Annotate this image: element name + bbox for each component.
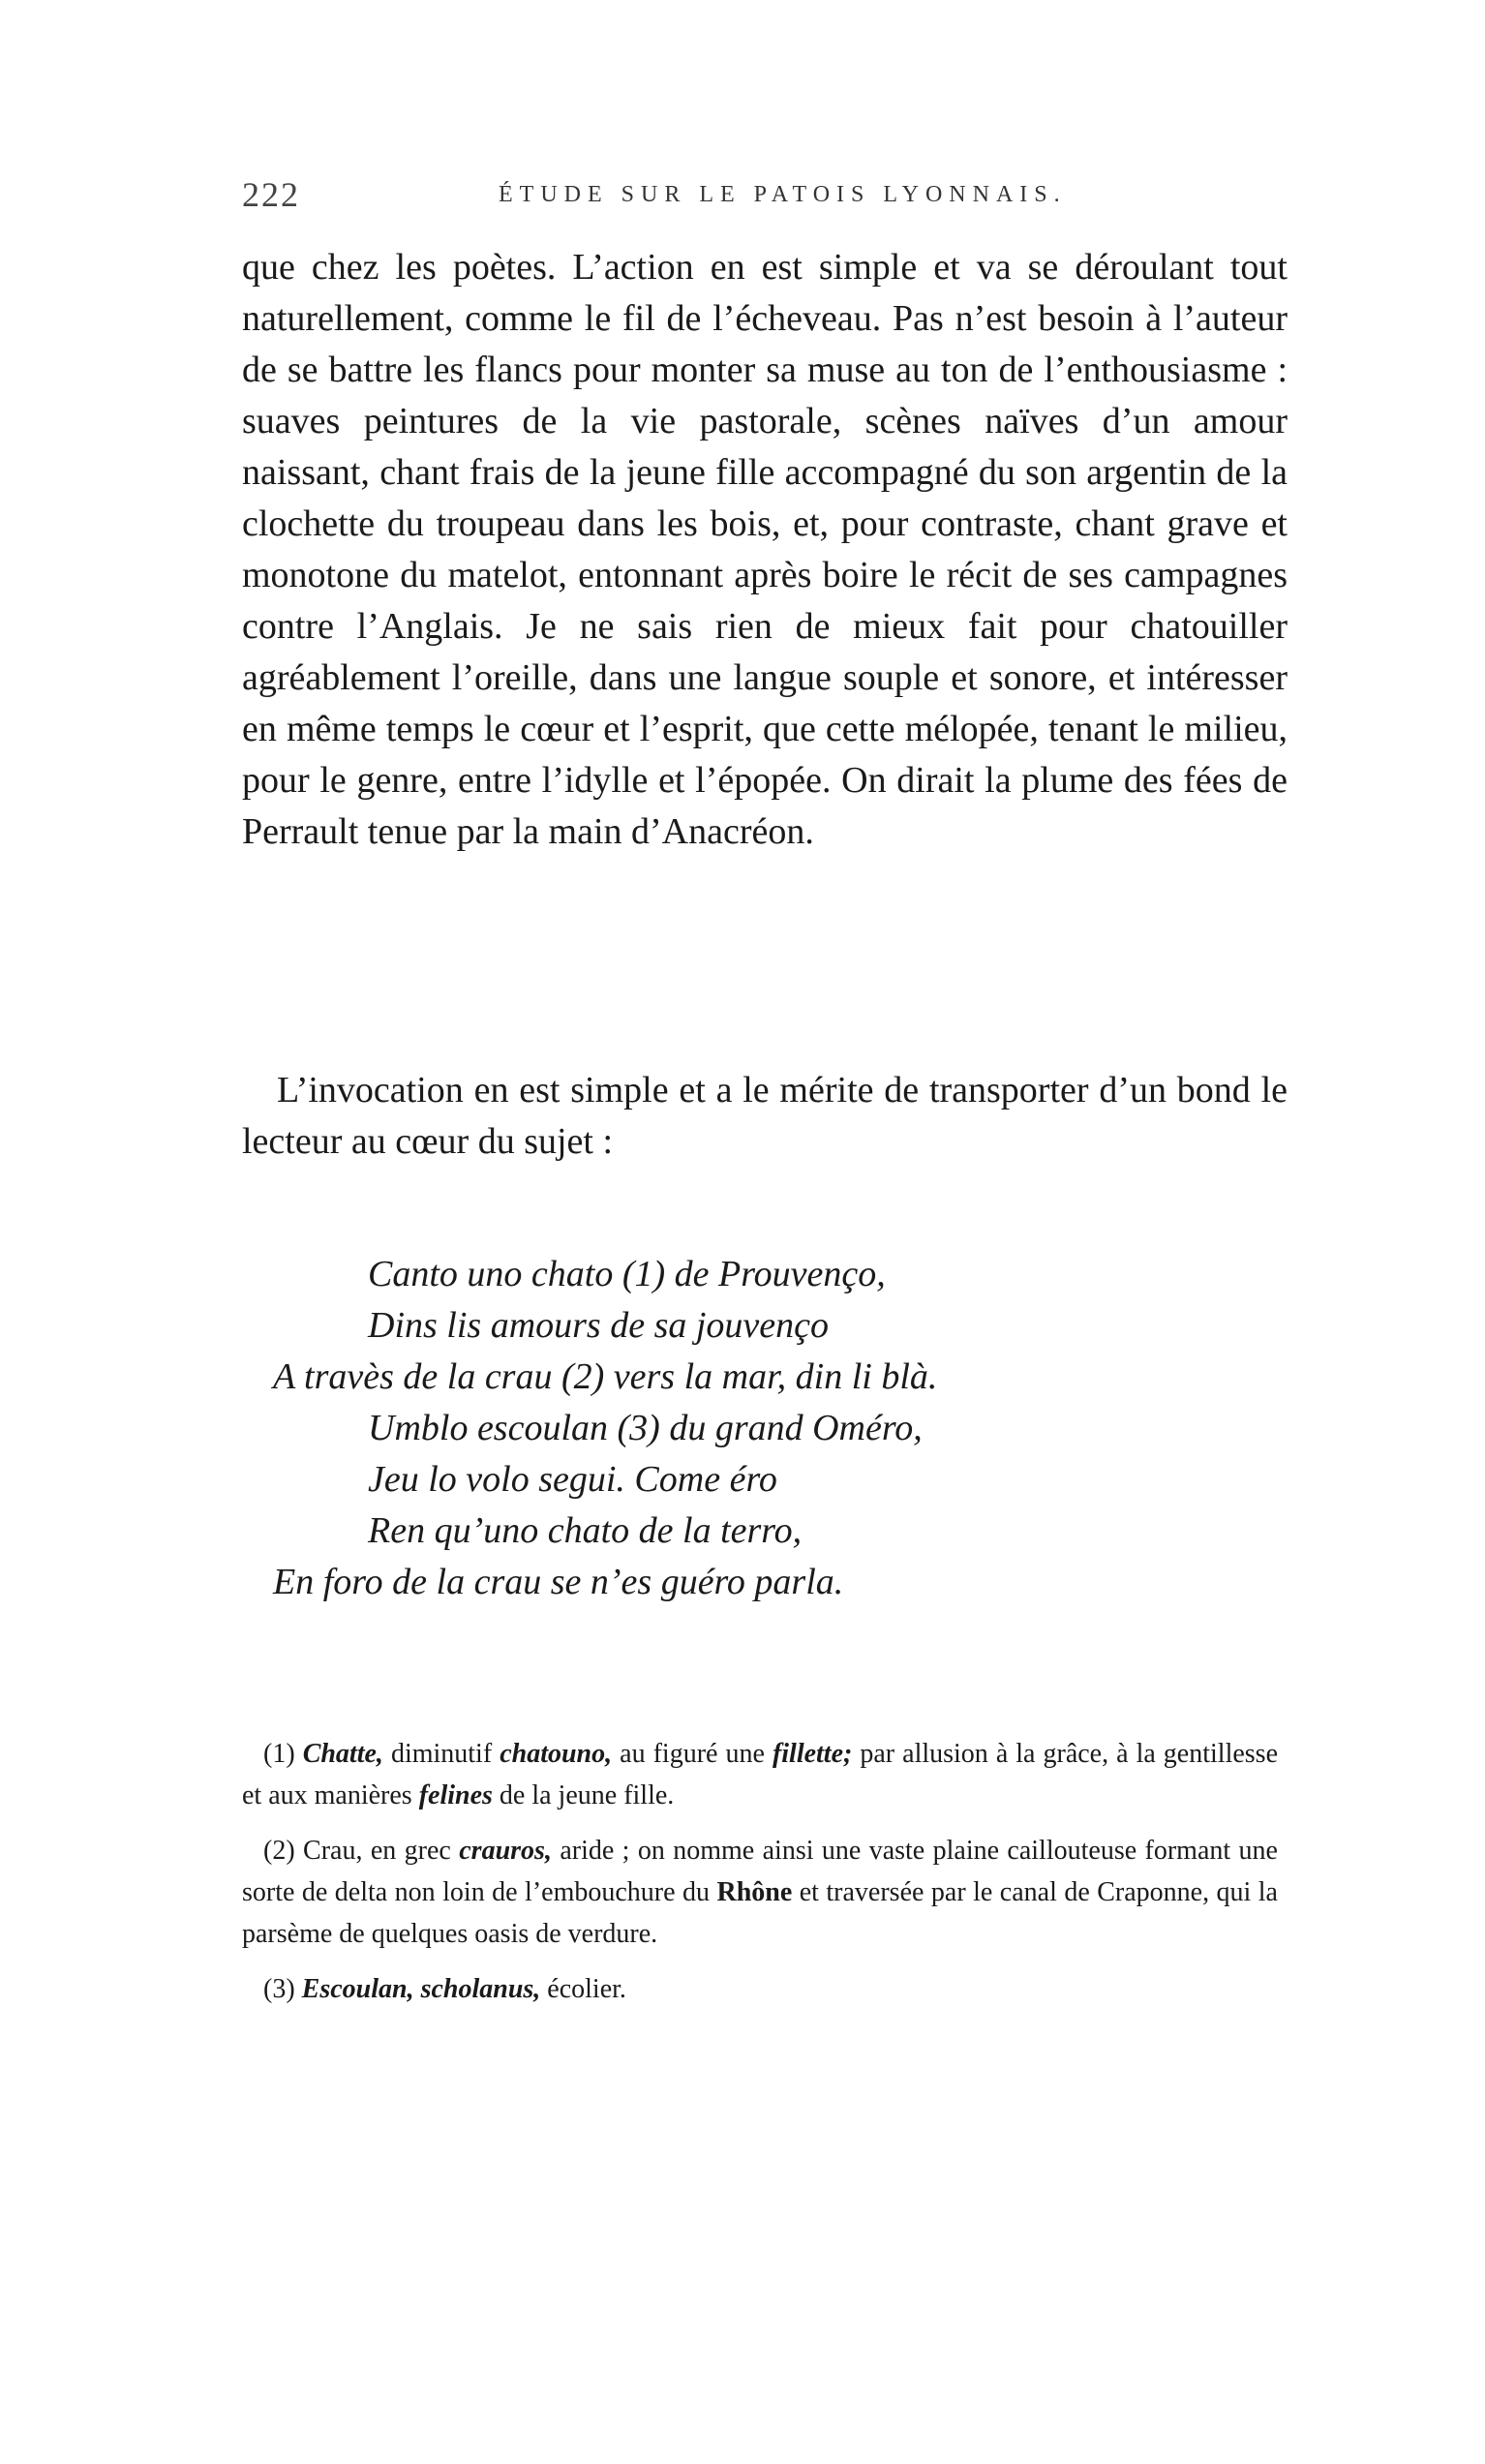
- footnote-text: au figuré une: [612, 1739, 773, 1769]
- footnote-term: chatouno,: [500, 1739, 613, 1769]
- footnote-term: crauros,: [459, 1836, 552, 1866]
- verse-line: Umblo escoulan (3) du grand Oméro,: [368, 1408, 923, 1448]
- footnote-text: aride ; on nomme ainsi une vaste plaine caillouteuse formant une sorte de delta non loin de l’embouchure du: [242, 1836, 1278, 1907]
- footnote-text: écolier.: [540, 1974, 626, 2004]
- footnote-term: felines: [418, 1780, 493, 1810]
- footnotes: [242, 1733, 1278, 2023]
- body-paragraph-1: que chez les poètes. L’action en est simple et va se déroulant tout naturellement, comme le fil de l’écheveau. Pas n’est besoin à l’auteur de se battre les flancs pour monter sa muse au ton de l’enthousiasme : suaves peintures de la vie pastorale, scènes naïves d’un amour naissant, chant frais de la jeune fille accompagné du son argentin de la clochette du troupeau dans les bois, et, pour contraste, chant grave et monotone du matelot, entonnant après boire le récit de ses campagnes contre l’Anglais. Je ne sais rien de mieux fait pour chatouiller agréablement l’oreille, dans une langue souple et sonore, et intéresser en même temps le cœur et l’esprit, que cette mélopée, tenant le milieu, pour le genre, entre l’idylle et l’épopée. On dirait la plume des fées de Perrault tenue par la main d’Anacréon.: [242, 247, 1288, 852]
- footnote-term: Chatte,: [302, 1739, 383, 1769]
- footnote-term: Escoulan, scholanus,: [301, 1974, 541, 2004]
- verse-line: En foro de la crau se n’es guéro parla.: [273, 1562, 844, 1602]
- footnote-text: diminutif: [382, 1739, 500, 1769]
- running-head: ÉTUDE SUR LE PATOIS LYONNAIS.: [499, 182, 1067, 207]
- verse-line: A travès de la crau (2) vers la mar, din li blà.: [273, 1356, 938, 1397]
- footnote-marker: (3): [263, 1974, 295, 2004]
- footnote-text: Crau, en grec: [294, 1836, 460, 1866]
- verse-line: Jeu lo volo segui. Come éro: [368, 1459, 777, 1500]
- page-header: [242, 174, 1297, 223]
- footnote-term: fillette;: [772, 1739, 853, 1769]
- verse-line: Ren qu’uno chato de la terro,: [368, 1510, 803, 1551]
- verse-line: Canto uno chato (1) de Prouvenço,: [368, 1254, 886, 1294]
- body-paragraph-2: L’invocation en est simple et a le mérite de transporter d’un bond le lecteur au cœur du sujet :: [242, 1070, 1288, 1162]
- footnote-marker: (1): [263, 1739, 295, 1769]
- page-number: 222: [242, 175, 300, 214]
- footnote-2: [242, 1830, 1278, 1955]
- footnote-text: de la jeune fille.: [492, 1780, 675, 1810]
- footnote-text: par allusion à la grâce, à la gentillesse et aux manières: [242, 1739, 1279, 1810]
- footnote-3: [242, 1968, 1278, 2010]
- footnote-bold: Rhône: [716, 1877, 793, 1907]
- footnote-1: [242, 1733, 1278, 1816]
- verse-line: Dins lis amours de sa jouvenço: [368, 1305, 830, 1346]
- footnote-marker: (2): [263, 1836, 295, 1866]
- footnote-text: et traversée par le canal de Craponne, qui la parsème de quelques oasis de verdure.: [242, 1877, 1278, 1949]
